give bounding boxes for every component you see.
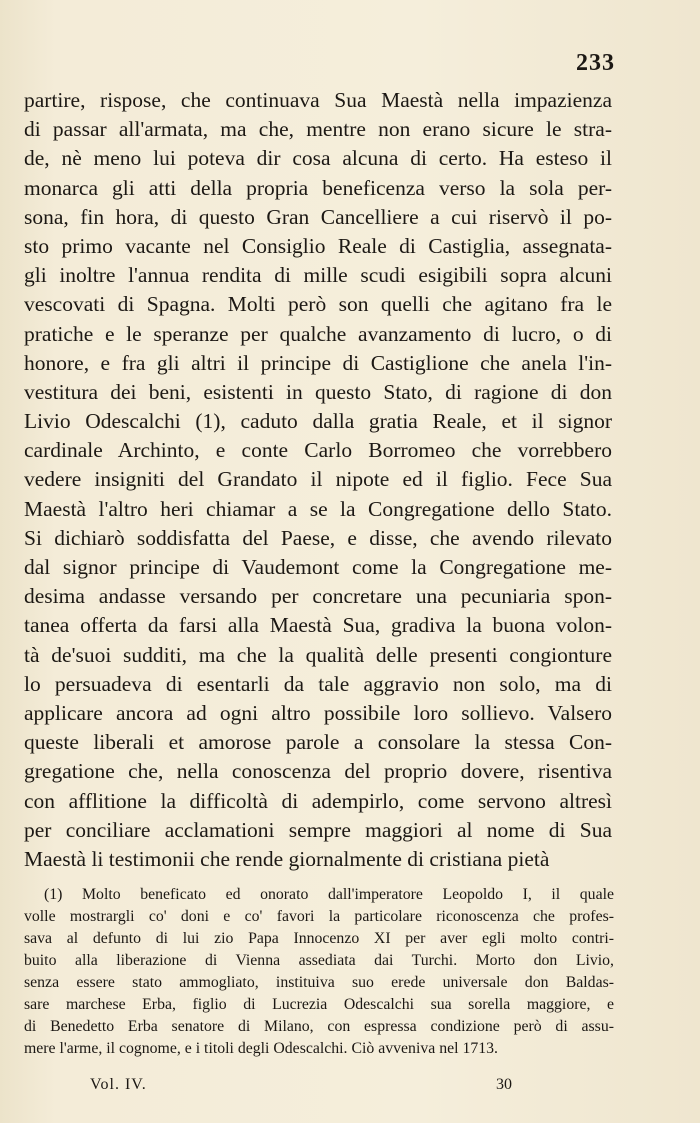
footnote-line: senza essere stato ammogliato, instituiva suo erede universale don Baldas- bbox=[24, 974, 614, 991]
body-line: con afflitione la difficoltà di adempirlo, come servono altresì bbox=[24, 788, 612, 813]
body-line: tanea offerta da farsi alla Maestà Sua, gradiva la buona volon- bbox=[24, 613, 612, 638]
footnote-line: mere l'arme, il cognome, e i titoli degli Odescalchi. Ciò avveniva nel 1713. bbox=[24, 1040, 498, 1057]
body-line: cardinale Archinto, e conte Carlo Borromeo che vorrebbero bbox=[24, 438, 612, 463]
body-line: dal signor principe di Vaudemont come la Congregatione me- bbox=[24, 555, 612, 579]
signature-line bbox=[90, 1076, 520, 1094]
body-line: tà de'suoi sudditi, ma che la qualità delle presenti congionture bbox=[24, 642, 612, 667]
sheet-number: 30 bbox=[496, 1076, 512, 1093]
body-line: gli inoltre l'annua rendita di mille scudi esigibili sopra alcuni bbox=[24, 263, 612, 288]
body-line: pratiche e le speranze per qualche avanzamento di lucro, o di bbox=[24, 321, 612, 346]
body-text bbox=[24, 86, 612, 874]
footnote-line: (1) Molto beneficato ed onorato dall'imperatore Leopoldo I, il quale bbox=[44, 886, 614, 903]
body-line: vescovati di Spagna. Molti però son quelli che agitano fra le bbox=[24, 292, 612, 317]
body-line: partire, rispose, che continuava Sua Maestà nella impazienza bbox=[24, 88, 612, 112]
body-line: gregatione che, nella conoscenza del proprio dovere, risentiva bbox=[24, 759, 612, 784]
footnote-line: sare marchese Erba, figlio di Lucrezia Odescalchi sua sorella maggiore, e bbox=[24, 996, 614, 1013]
body-line: lo persuadeva di esentarli da tale aggravio non solo, ma di bbox=[24, 671, 612, 696]
body-line: de, nè meno lui poteva dir cosa alcuna di certo. Ha esteso il bbox=[24, 146, 612, 171]
body-line: honore, e fra gli altri il principe di Castiglione che anela l'in- bbox=[24, 350, 612, 375]
body-line: applicare ancora ad ogni altro possibile loro sollievo. Valsero bbox=[24, 700, 612, 725]
body-line: Livio Odescalchi (1), caduto dalla gratia Reale, et il signor bbox=[24, 409, 612, 434]
footnote bbox=[24, 884, 614, 1060]
footnote-line: sava al defunto di lui zio Papa Innocenzo XI per aver egli molto contri- bbox=[24, 930, 614, 947]
page-number: 233 bbox=[576, 50, 615, 76]
body-line: di passar all'armata, ma che, mentre non erano sicure le stra- bbox=[24, 117, 612, 142]
body-line: vedere insigniti del Grandato il nipote ed il figlio. Fece Sua bbox=[24, 467, 612, 492]
body-line: Si dichiarò soddisfatta del Paese, e disse, che avendo rilevato bbox=[24, 525, 612, 550]
body-line: sto primo vacante nel Consiglio Reale di Castiglia, assegnata- bbox=[24, 233, 612, 258]
body-line: monarca gli atti della propria beneficenza verso la sola per- bbox=[24, 175, 612, 200]
footnote-line: volle mostrargli co' doni e co' favori la particolare riconoscenza che profes- bbox=[24, 908, 614, 925]
body-line: sona, fin hora, di questo Gran Cancelliere a cui riservò il po- bbox=[24, 204, 612, 229]
body-line: Maestà li testimonii che rende giornalmente di cristiana pietà bbox=[24, 846, 550, 871]
body-line: per conciliare acclamationi sempre maggiori al nome di Sua bbox=[24, 817, 612, 842]
footnote-line: buito alla liberazione di Vienna assediata dai Turchi. Morto don Livio, bbox=[24, 952, 614, 969]
body-line: desima andasse versando per concretare una pecuniaria spon- bbox=[24, 584, 612, 609]
footnote-line: di Benedetto Erba senatore di Milano, con espressa condizione però di assu- bbox=[24, 1018, 614, 1035]
body-line: vestitura dei beni, esistenti in questo Stato, di ragione di don bbox=[24, 379, 612, 404]
body-line: Maestà l'altro heri chiamar a se la Congregatione dello Stato. bbox=[24, 496, 612, 521]
body-line: queste liberali et amorose parole a consolare la stessa Con- bbox=[24, 730, 612, 755]
volume-label: Vol. IV. bbox=[90, 1076, 147, 1093]
